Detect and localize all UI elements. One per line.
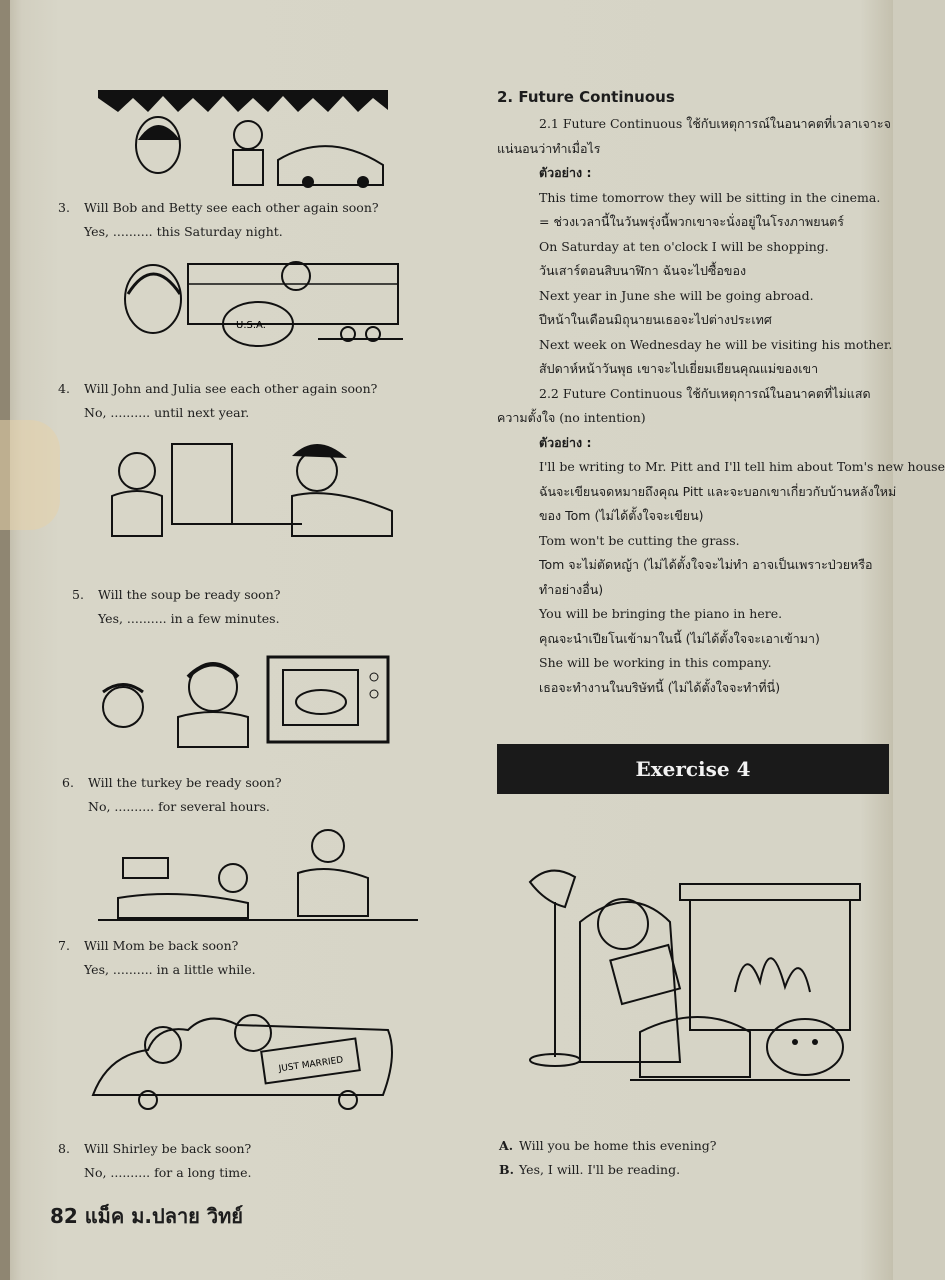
car-sign-text: JUST MARRIED <box>278 1055 344 1075</box>
grammar-section <box>497 88 945 700</box>
dialog-text: Yes, I will. I'll be reading. <box>519 1162 681 1177</box>
example-label: ตัวอย่าง : <box>539 434 592 450</box>
illustration-soup-oven <box>78 652 396 748</box>
question-6 <box>62 771 282 819</box>
example-line: She will be working in this company. <box>539 655 772 670</box>
example-line: วันเสาร์ตอนสิบนาฬิกา ฉันจะไปซื้อของ <box>539 263 747 278</box>
example-line: Tom won't be cutting the grass. <box>539 532 740 548</box>
page-footer: 82 แม็ค ม.ปลาย วิทย์ <box>50 1204 243 1228</box>
example-line: ทำอย่างอื่น) <box>539 581 604 597</box>
answer-blank: No, .......... for a long time. <box>84 1165 252 1180</box>
illustration-man-reading-fireplace <box>520 862 860 1090</box>
illustration-man-woman-waving <box>92 436 407 541</box>
question-number: 5. <box>72 587 84 602</box>
paragraph-2-1: 2.1 Future Continuous ใช้กับเหตุการณ์ในอนาคตที่เวลาเจาะจ <box>539 116 891 131</box>
luggage-label: U.S.A. <box>236 320 266 331</box>
section-title: 2. Future Continuous <box>497 88 675 106</box>
paper-stain <box>0 420 60 530</box>
example-line: You will be bringing the piano in here. <box>539 606 783 621</box>
question-number: 7. <box>58 938 70 953</box>
example-line: ปีหน้าในเดือนมิถุนายนเธอจะไปต่างประเทศ <box>539 312 772 327</box>
paragraph-2-2: 2.2 Future Continuous ใช้กับเหตุการณ์ในอนาคตที่ไม่แสด <box>539 385 871 401</box>
question-number: 4. <box>58 381 70 396</box>
example-line: เธอจะทำงานในบริษัทนี้ (ไม่ได้ตั้งใจจะทำที่นี่) <box>539 679 781 695</box>
illustration-couple-car <box>98 90 388 190</box>
question-3 <box>58 196 379 244</box>
example-line: Next year in June she will be going abroad. <box>539 287 814 303</box>
question-4 <box>58 377 377 425</box>
question-7 <box>58 934 256 982</box>
question-8 <box>58 1137 251 1185</box>
exercise-dialog <box>499 1134 717 1182</box>
example-line: On Saturday at ten o'clock I will be shopping. <box>539 238 829 254</box>
example-line: Next week on Wednesday he will be visiting his mother. <box>539 336 893 352</box>
question-5 <box>72 583 280 631</box>
example-line: คุณจะนำเปียโนเข้ามาในนี้ (ไม่ได้ตั้งใจจะเอาเข้ามา) <box>539 630 820 646</box>
dialog-line-b <box>499 1158 717 1182</box>
question-number: 3. <box>58 200 70 215</box>
illustration-married-car <box>88 1005 398 1113</box>
answer-blank: Yes, .......... this Saturday night. <box>84 224 283 239</box>
example-line: = ช่วงเวลานี้ในวันพรุ่งนี้พวกเขาจะนั่งอยู่ในโรงภาพยนตร์ <box>539 214 844 229</box>
example-line: I'll be writing to Mr. Pitt and I'll tell him about Tom's new house <box>539 459 945 474</box>
speaker-label: A. <box>499 1138 514 1153</box>
dialog-line-a <box>499 1134 717 1158</box>
book-spine <box>0 0 10 1280</box>
example-line: สัปดาห์หน้าวันพุธ เขาจะไปเยี่ยมเยียนคุณแม่ของเขา <box>539 361 819 376</box>
question-text: Will the soup be ready soon? <box>98 587 281 602</box>
example-line: This time tomorrow they will be sitting in the cinema. <box>539 189 881 205</box>
answer-blank: Yes, .......... in a few minutes. <box>98 611 280 626</box>
example-line: ของ Tom (ไม่ได้ตั้งใจจะเขียน) <box>539 508 704 523</box>
question-text: Will John and Julia see each other again soon? <box>84 381 378 396</box>
example-line: Tom จะไม่ตัดหญ้า (ไม่ได้ตั้งใจจะไม่ทำ อาจเป็นเพราะป่วยหรือ <box>539 557 873 572</box>
question-text: Will Mom be back soon? <box>84 938 239 953</box>
example-line: ฉันจะเขียนจดหมายถึงคุณ Pitt และจะบอกเขาเกี่ยวกับบ้านหลังใหม่ <box>539 483 897 499</box>
exercise-banner: Exercise 4 <box>497 744 889 794</box>
illustration-kids-lying <box>98 828 418 926</box>
question-number: 8. <box>58 1141 70 1156</box>
question-text: Will Bob and Betty see each other again soon? <box>84 200 379 215</box>
answer-blank: Yes, .......... in a little while. <box>84 962 256 977</box>
example-label: ตัวอย่าง : <box>539 165 592 180</box>
illustration-woman-luggage <box>118 254 408 362</box>
answer-blank: No, .......... until next year. <box>84 405 250 420</box>
answer-blank: No, .......... for several hours. <box>88 799 270 814</box>
question-number: 6. <box>62 775 74 790</box>
speaker-label: B. <box>499 1162 514 1177</box>
question-text: Will the turkey be ready soon? <box>88 775 282 790</box>
paragraph-2-1-cont: แน่นอนว่าทำเมื่อไร <box>497 140 601 156</box>
paragraph-2-2-cont: ความตั้งใจ (no intention) <box>497 410 646 425</box>
question-text: Will Shirley be back soon? <box>84 1141 252 1156</box>
dialog-text: Will you be home this evening? <box>519 1138 717 1153</box>
